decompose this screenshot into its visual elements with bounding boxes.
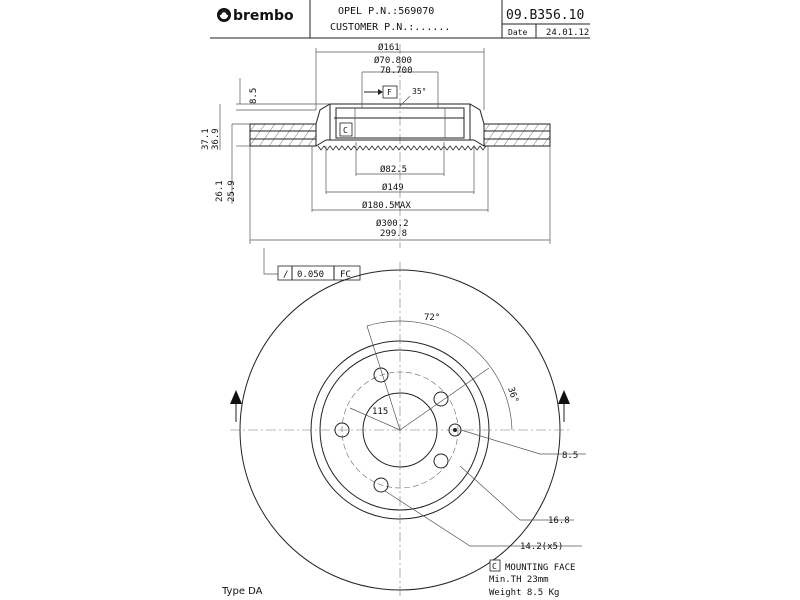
- dim-height-max: 37.1: [201, 128, 211, 150]
- oem-part-number: OPEL P.N.:569070: [338, 6, 435, 17]
- brembo-part-number: 09.B356.10: [506, 8, 585, 23]
- weight: Weight 8.5 Kg: [489, 588, 560, 598]
- angle-35: 35°: [412, 87, 427, 96]
- dim-hole-single: 16.8: [548, 516, 570, 526]
- dim-hat-diameter: Ø161: [378, 43, 400, 53]
- date-label: Date: [508, 28, 528, 37]
- dim-pin-hole: 8.5: [562, 451, 579, 461]
- datum-c: C: [343, 126, 348, 135]
- pitch-circle-diameter: 115: [372, 407, 389, 417]
- mounting-face-label: MOUNTING FACE: [505, 563, 576, 573]
- friction-ring-right: [484, 124, 550, 146]
- bolt-hole: [434, 392, 448, 406]
- front-view: [230, 262, 586, 598]
- angle-72: 72°: [424, 313, 441, 323]
- datum-f: F: [387, 88, 392, 97]
- type-label: Type DA: [222, 586, 263, 597]
- customer-part-number: CUSTOMER P.N.:......: [330, 22, 451, 33]
- dim-hat-height: 8.5: [249, 87, 259, 104]
- dim-bolt-holes: 14.2(x5): [520, 542, 564, 552]
- dim-inner-diameter: Ø82.5: [380, 165, 408, 175]
- bolt-hole: [434, 454, 448, 468]
- dim-height-min: 36.9: [211, 128, 221, 150]
- dim-thickness-min: 25.9: [227, 180, 237, 202]
- notes-block: [221, 560, 575, 598]
- dim-pilot-min: 70.700: [380, 66, 413, 76]
- dim-pilot-max: Ø70.800: [374, 56, 412, 66]
- runout-reference: FC: [340, 270, 351, 280]
- runout-value: 0.050: [297, 270, 325, 280]
- runout-tolerance-frame: [278, 266, 360, 280]
- dim-bolt-circle: Ø149: [382, 183, 404, 193]
- angle-36: 36°: [505, 385, 520, 405]
- runout-symbol: /: [283, 270, 289, 280]
- title-block: [210, 0, 590, 38]
- friction-ring-left: [250, 124, 316, 146]
- brand-name: brembo: [233, 8, 294, 24]
- dim-thickness-max: 26.1: [215, 180, 225, 202]
- dim-outer-min: 299.8: [380, 229, 408, 239]
- brembo-logo: [217, 8, 294, 24]
- min-thickness: Min.TH 23mm: [489, 575, 549, 585]
- section-view: [201, 42, 550, 280]
- mounting-face-key: C: [492, 562, 497, 571]
- dim-outer-max: Ø300.2: [376, 219, 409, 229]
- date-value: 24.01.12: [546, 28, 590, 38]
- vent-teeth: [318, 146, 486, 150]
- dim-max-diameter: Ø180.5MAX: [362, 201, 411, 211]
